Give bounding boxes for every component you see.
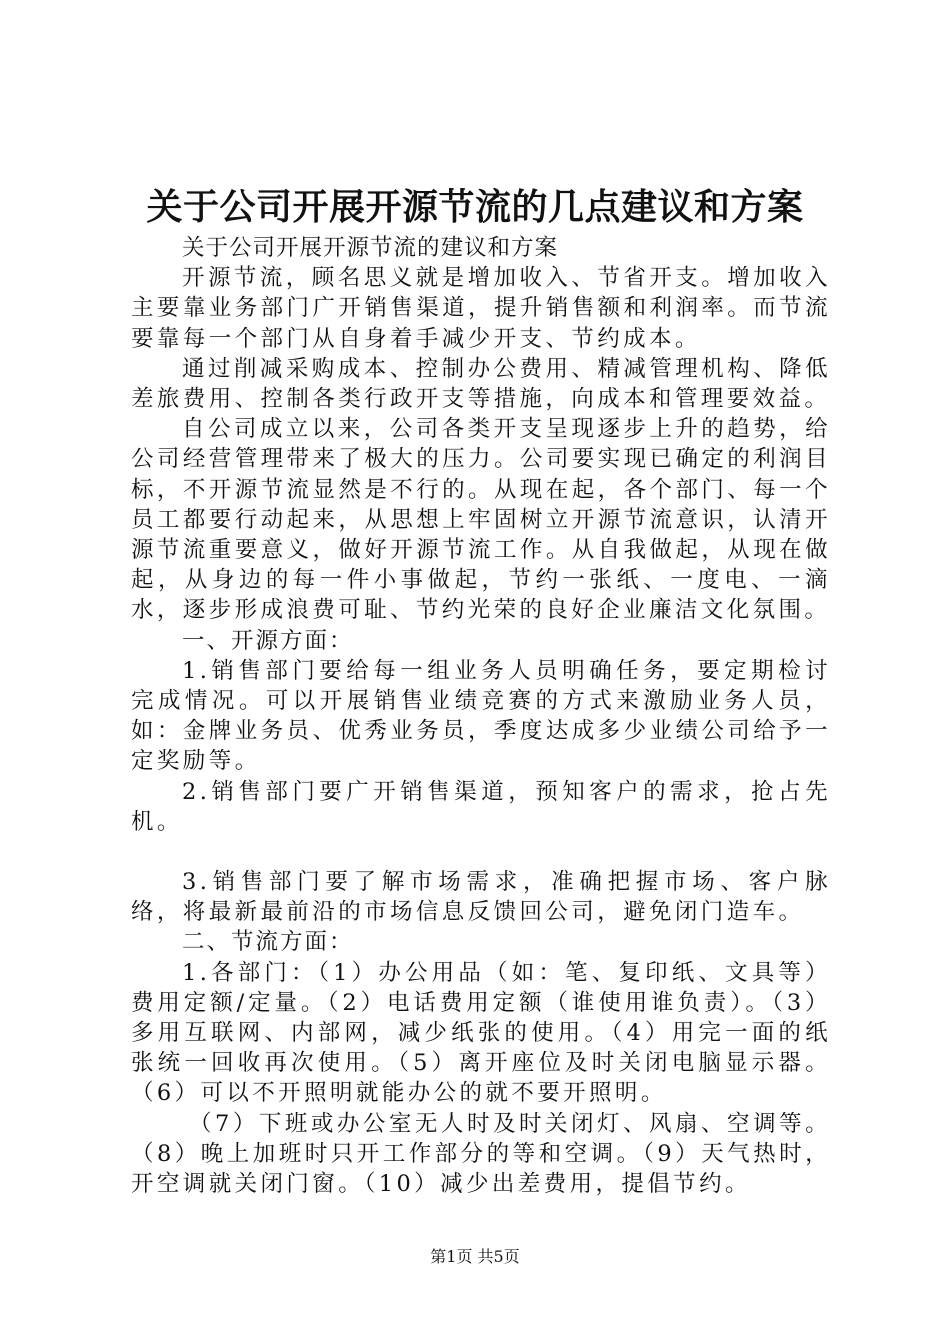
paragraph-intro: 开源节流，顾名思义就是增加收入、节省开支。增加收入主要靠业务部门广开销售渠道，提升销售额和利润率。而节流要靠每一个部门从自身着手减少开支、节约成本。 bbox=[131, 265, 831, 352]
list-item-savings-1: 1.各部门：（1）办公用品（如：笔、复印纸、文具等）费用定额/定量。（2）电话费用定额（谁使用谁负责）。（3）多用互联网、内部网，减少纸张的使用。（4）用完一面的纸张统一回收再次使用。（5）离开座位及时关闭电脑显示器。（6）可以不开照明就能办公的就不要开照明。 bbox=[131, 959, 831, 1107]
document-body bbox=[131, 233, 831, 1199]
list-item-revenue-3: 3.销售部门要了解市场需求，准确把握市场、客户脉络，将最新最前沿的市场信息反馈回公司，避免闭门造车。 bbox=[131, 869, 831, 926]
list-item-revenue-2: 2.销售部门要广开销售渠道，预知客户的需求，抢占先机。 bbox=[131, 778, 831, 835]
page-number: 第1页 共5页 bbox=[430, 1247, 520, 1266]
section-heading-revenue: 一、开源方面： bbox=[182, 627, 354, 654]
paragraph-background: 自公司成立以来，公司各类开支呈现逐步上升的趋势，给公司经营管理带来了极大的压力。公司要实现已确定的利润目标，不开源节流显然是不行的。从现在起，各个部门、每一个员工都要行动起来，从思想上牢固树立开源节流意识，认清开源节流重要意义，做好开源节流工作。从自我做起，从现在做起，从身边的每一件小事做起，节约一张纸、一度电、一滴水，逐步形成浪费可耻、节约光荣的良好企业廉洁文化氛围。 bbox=[131, 416, 831, 624]
paragraph-measures: 通过削减采购成本、控制办公费用、精减管理机构、降低差旅费用、控制各类行政开支等措施，向成本和管理要效益。 bbox=[131, 355, 831, 413]
list-item-revenue-1: 1.销售部门要给每一组业务人员明确任务，要定期检讨完成情况。可以开展销售业绩竞赛的方式来激励业务人员，如：金牌业务员、优秀业务员，季度达成多少业绩公司给予一定奖励等。 bbox=[131, 657, 831, 775]
document-subtitle: 关于公司开展开源节流的建议和方案 bbox=[182, 235, 559, 261]
section-heading-savings: 二、节流方面： bbox=[182, 929, 354, 956]
document-title: 关于公司开展开源节流的几点建议和方案 bbox=[146, 186, 804, 228]
list-item-savings-continued: （7）下班或办公室无人时及时关闭灯、风扇、空调等。（8）晚上加班时只开工作部分的等和空调。（9）天气热时，开空调就关闭门窗。（10）减少出差费用，提倡节约。 bbox=[131, 1110, 831, 1198]
